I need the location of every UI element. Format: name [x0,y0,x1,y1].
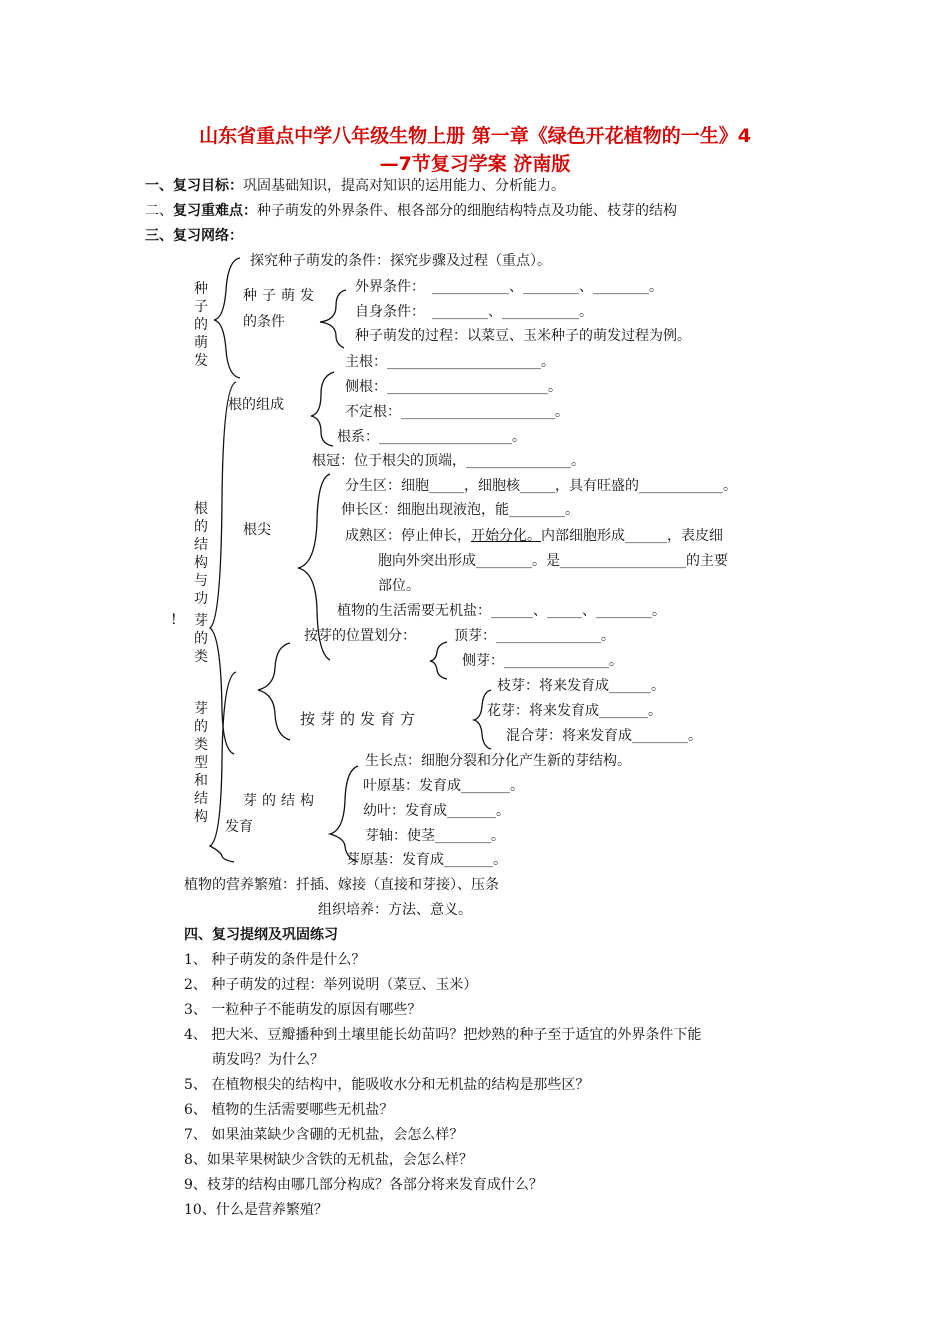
section-key-label: 复习重难点： [173,203,257,219]
root-cap: 根冠：位于根尖的顶端，_______________。 [312,453,585,469]
bracket-position [430,642,447,679]
maturation-zone-part-b: 开始分化。 [471,528,541,544]
minerals-line: 植物的生活需要无机盐：______、_____、________。 [337,603,666,619]
main-root: 主根：______________________。 [345,354,555,370]
bracket-conditions [320,290,346,348]
doc-title-line2: —7节复习学案 济南版 [379,153,571,175]
bud-axis: 芽轴：使茎________。 [365,828,505,844]
maturation-zone-part-c: 内部细胞形成______，表皮细 [541,528,723,544]
explore-conditions: 探究种子萌发的条件：探究步骤及过程（重点）。 [250,253,551,269]
side-root: 侧根：_______________________。 [345,379,562,395]
root-composition-label: 根的组成 [228,397,284,413]
leaf-primordium: 叶原基：发育成_______。 [363,778,524,794]
growth-point: 生长点：细胞分裂和分化产生新的芽结构。 [365,753,631,769]
by-position-label: 按芽的位置划分： [304,628,416,644]
external-conditions: 外界条件： ___________、________、________。 [355,279,663,295]
tissue-culture: 组织培养：方法、意义。 [318,902,472,918]
germination-process: 种子萌发的过程：以菜豆、玉米种子的萌发过程为例。 [355,328,691,344]
maturation-zone-line1 [345,526,723,546]
maturation-zone-line3: 部位。 [378,578,420,594]
conditions-label-2: 的条件 [243,314,285,330]
internal-conditions: 自身条件： ________、___________。 [355,304,593,320]
review-item: 7、 如果油菜缺少含硼的无机盐，会怎么样？ [184,1127,464,1143]
review-item: 8、如果苹果树缺少含铁的无机盐，会怎么样？ [184,1152,473,1168]
meristem-zone: 分生区：细胞_____，细胞核_____，具有旺盛的____________。 [345,478,737,494]
maturation-zone-part-a: 成熟区：停止伸长， [345,528,471,544]
section-key-text: 种子萌发的外界条件、根各部分的细胞结构特点及功能、枝芽的结构 [257,203,677,219]
maturation-zone-line2: 胞向外突出形成________。是__________________的主要 [378,553,728,569]
seed-vertical-label: 种子的萌发 [194,281,208,369]
section-network-label: 三、复习网络： [145,228,243,244]
by-development-label: 按芽的发育方 [300,710,421,728]
bracket-bud-struct [330,766,358,862]
review-heading: 四、复习提纲及巩固练习 [184,927,338,943]
adventitious-root: 不定根：______________________。 [345,404,569,420]
elongation-zone: 伸长区：细胞出现液泡，能________。 [341,502,579,518]
review-item: 5、 在植物根尖的结构中，能吸收水分和无机盐的结构是那些区？ [184,1077,590,1093]
mixed-bud: 混合芽：将来发育成________。 [506,728,702,744]
bracket-bud-type [258,643,290,740]
review-item: 10、什么是营养繁殖？ [184,1202,328,1218]
root-vertical-label: 根的结构与功 [194,501,208,607]
conditions-label-1: 种子萌发 [243,288,319,304]
review-item: 2、 种子萌发的过程：举列说明（菜豆、玉米） [184,977,478,993]
bud-development-label: 发育 [225,819,253,835]
bud-type-vertical-label: 芽的类 [194,613,208,665]
flower-bud: 花芽：将来发育成_______。 [487,703,662,719]
review-item: 6、 植物的生活需要哪些无机盐？ [184,1102,394,1118]
review-item-continued: 萌发吗？为什么？ [212,1052,324,1068]
section-goal-label: 一、复习目标： [145,178,243,194]
bracket-seed [214,258,240,378]
section-key-prefix: 二、 [145,203,173,219]
bracket-root-comp [311,372,334,446]
bud-structure-label: 芽的结构 [243,793,319,809]
bracket-root-main [210,382,236,754]
young-leaf: 幼叶：发育成_______。 [363,803,510,819]
doc-title-line1: 山东省重点中学八年级生物上册 第一章《绿色开花植物的一生》4 [199,125,751,147]
review-item: 4、 把大米、豆瓣播种到土壤里能长幼苗吗？把炒熟的种子至于适宜的外界条件下能 [184,1027,702,1043]
branch-bud: 枝芽：将来发育成______。 [497,678,665,694]
stray-mark: ! [171,612,177,628]
root-system: 根系：___________________。 [337,429,526,445]
review-item: 3、 一粒种子不能萌发的原因有哪些？ [184,1002,422,1018]
review-item: 9、枝芽的结构由哪几部分构成？各部分将来发育成什么？ [184,1177,543,1193]
terminal-bud: 顶芽：_______________。 [454,628,615,644]
lateral-bud: 侧芽：_______________。 [462,653,623,669]
bud-vertical-label: 芽的类型和结构 [194,701,208,825]
root-tip-label: 根尖 [243,522,271,538]
section-goal-text: 巩固基础知识，提高对知识的运用能力、分析能力。 [243,178,565,194]
bud-primordium: 芽原基：发育成_______。 [346,852,507,868]
vegetative-propagation: 植物的营养繁殖：扦插、嫁接（直接和芽接）、压条 [184,877,499,893]
review-item: 1、 种子萌发的条件是什么？ [184,952,366,968]
